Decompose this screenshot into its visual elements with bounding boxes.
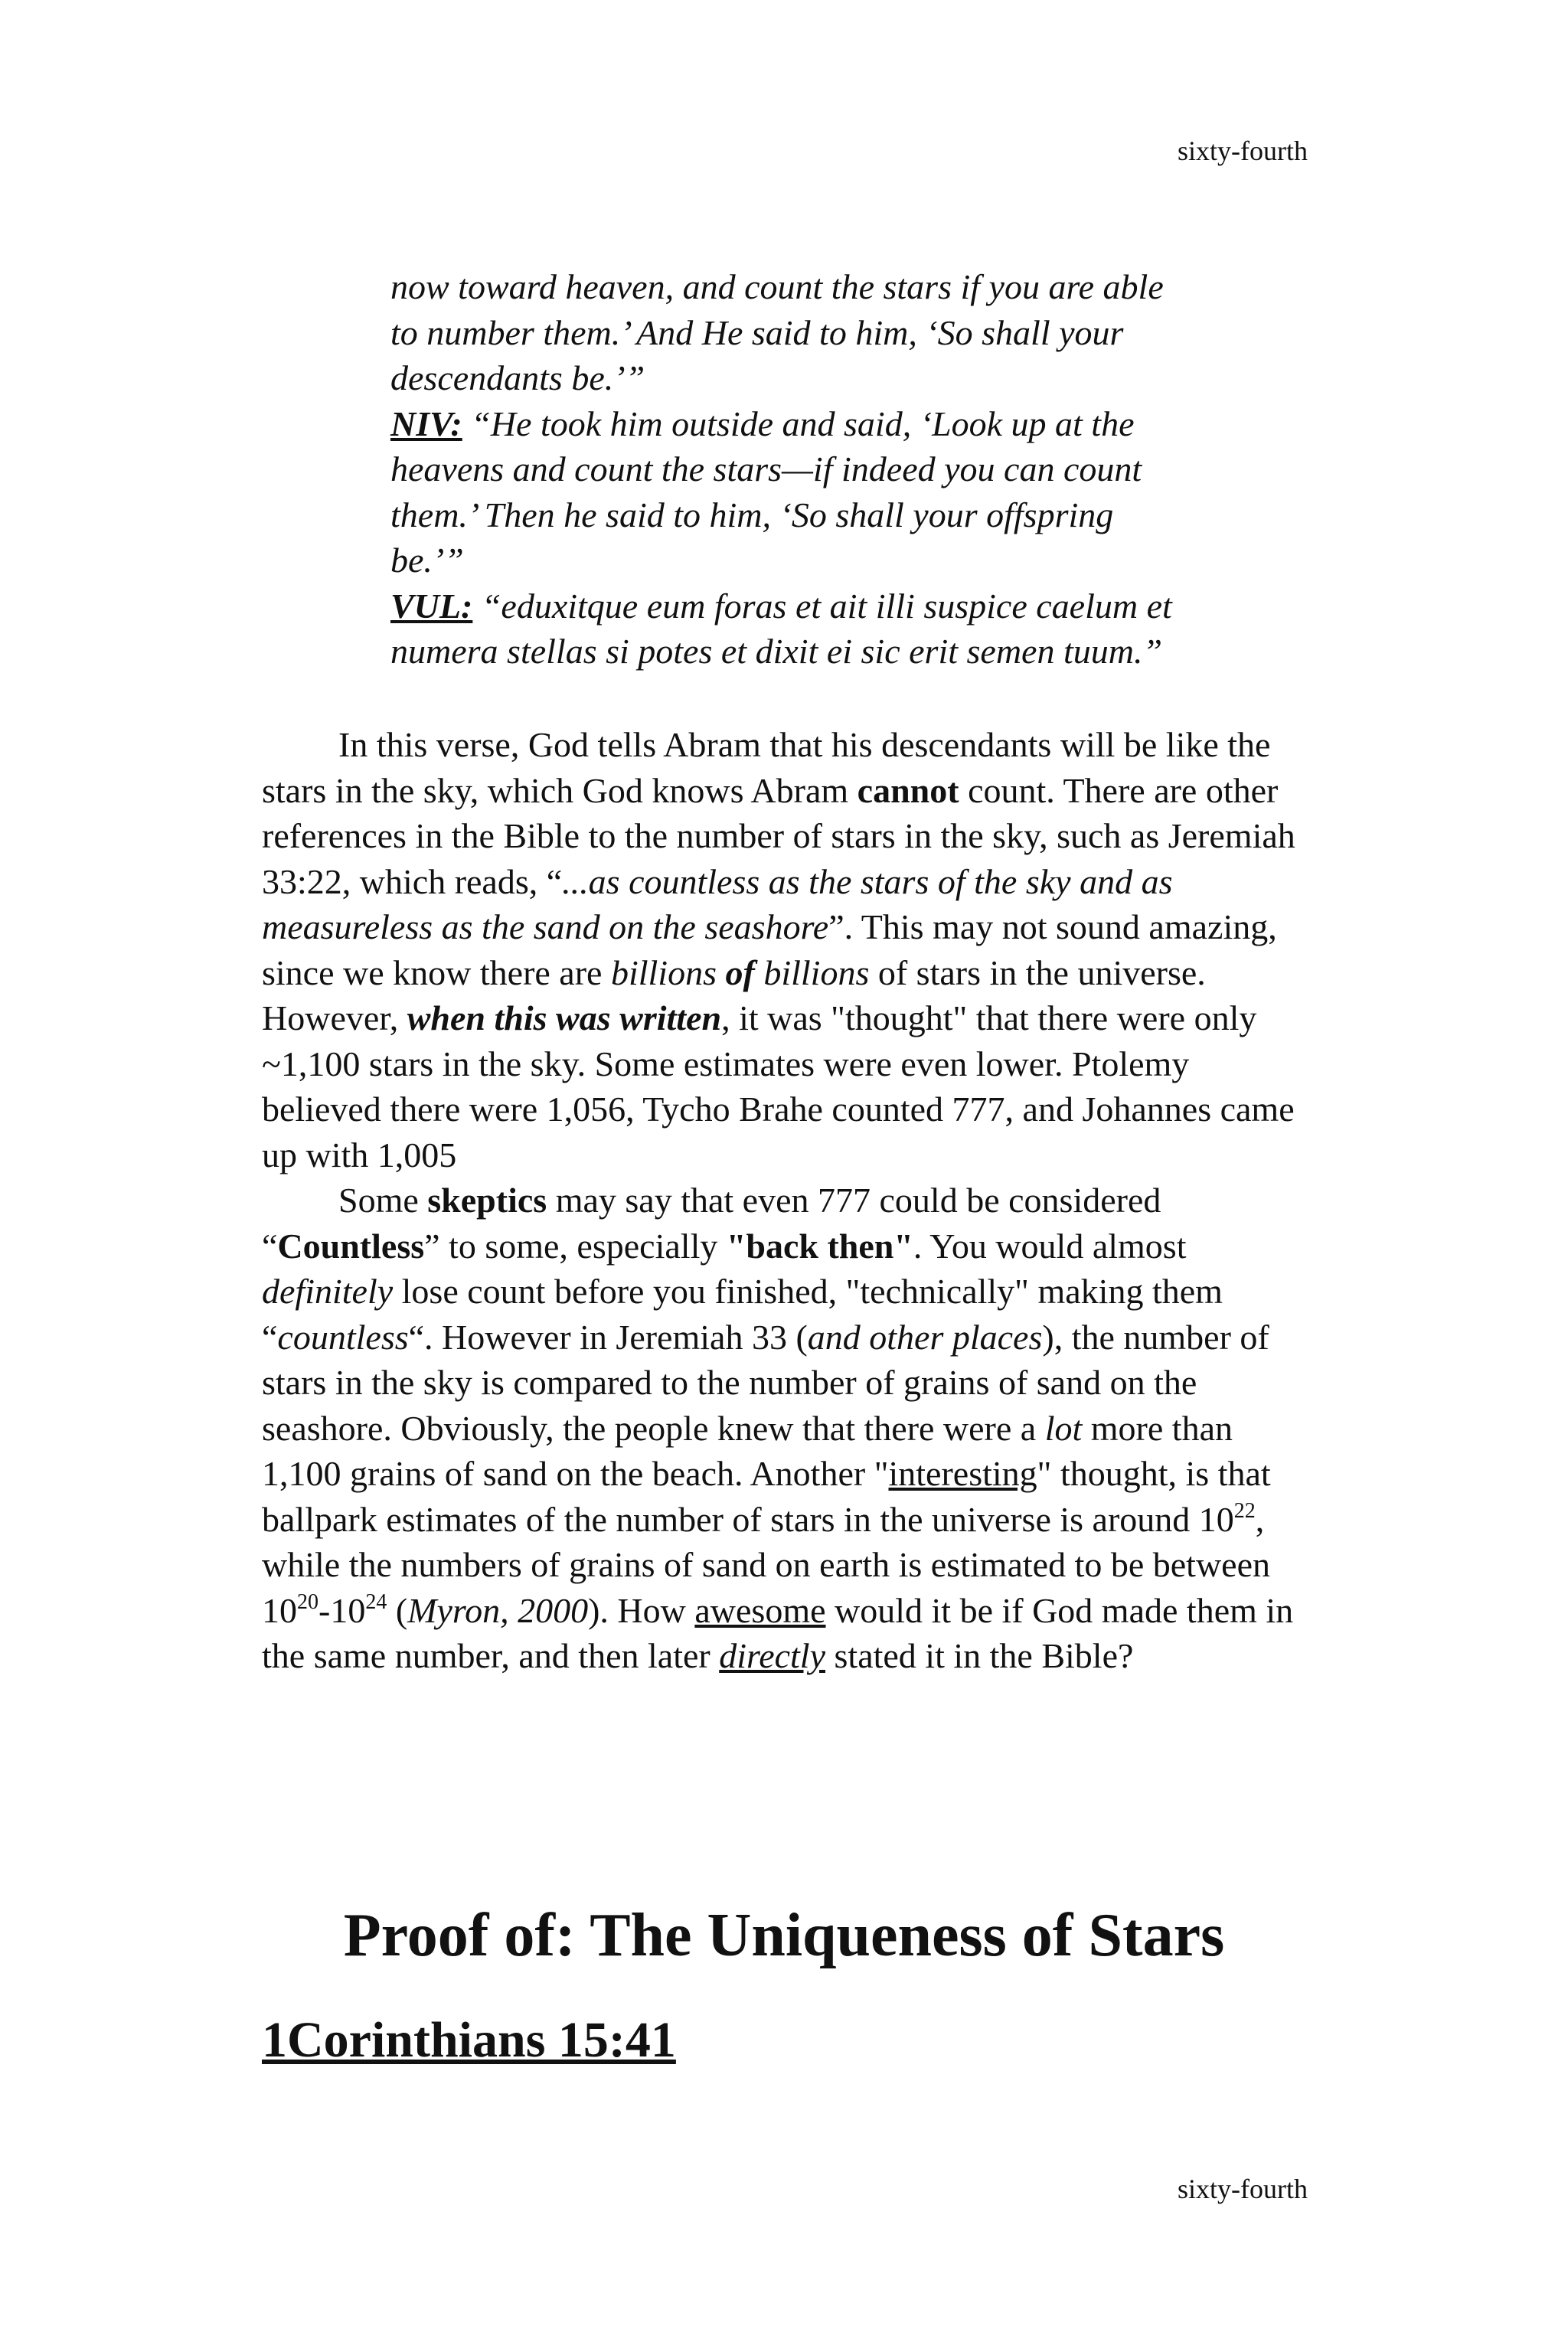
nasb-quote (390, 264, 1348, 401)
scripture-quote-block (390, 264, 1348, 675)
quote-line: descendants be.’” (390, 358, 645, 397)
paragraph-abram-stars: In this verse, God tells Abram that his descendants will be like the stars in the sky, which God knows Abram cannot count. There are other references in the Bible to the number of stars in the sky, such as Jeremiah 33:22, which reads, “...as countless as the stars of the sky and as measureless as the sand on the seashore”. This may not sound amazing, since we know there are billions of billions of stars in the universe. However, when this was written, it was "thought" that there were only ~1,100 stars in the sky. Some estimates were even lower. Ptolemy believed there were 1,056, Tycho Brahe counted 777, and Johannes came up with 1,005 (262, 725, 1295, 1174)
niv-quote (390, 401, 1348, 583)
vul-version-label: VUL: (390, 586, 473, 626)
page-footer: sixty-fourth (1178, 2174, 1308, 2204)
quote-line: now toward heaven, and count the stars if you are able (390, 267, 1164, 306)
quote-line: “He took him outside and said, ‘Look up at the (471, 403, 1135, 443)
niv-version-label: NIV: (390, 403, 462, 443)
paragraph-skeptics: Some skeptics may say that even 777 could be considered “Countless” to some, especially "back then". You would almost definitely lose count before you finished, "technically" making them “countless“. However in Jeremiah 33 (and other places), the number of stars in the sky is compared to the number of grains of sand on the seashore. Obviously, the people knew that there were a lot more than 1,100 grains of sand on the beach. Another "interesting" thought, is that ballpark estimates of the number of stars in the universe is around $10^{22}$, while the numbers of grains of sand on earth is estimated to be between $10^{20}-10^{24}$ (Myron, 2000). How awesome would it be if God made them in the same number, and then later directly stated it in the Bible? (262, 1181, 1294, 1675)
section-heading: Proof of: The Uniqueness of Stars (343, 1902, 1225, 1969)
quote-line: numera stellas si potes et dixit ei sic erit semen tuum.” (390, 632, 1163, 671)
body-text (262, 722, 1317, 1679)
quote-line: heavens and count the stars—if indeed you can count (390, 449, 1142, 488)
quote-line: them.’ Then he said to him, ‘So shall your offspring (390, 495, 1114, 534)
quote-line: “eduxitque eum foras et ait illi suspice caelum et (481, 586, 1172, 626)
vul-quote (390, 583, 1348, 675)
page-header: sixty-fourth (1178, 136, 1308, 166)
quote-line: to number them.’ And He said to him, ‘So shall your (390, 312, 1124, 352)
verse-reference: 1Corinthians 15:41 (262, 2012, 676, 2068)
quote-line: be.’” (390, 541, 464, 580)
